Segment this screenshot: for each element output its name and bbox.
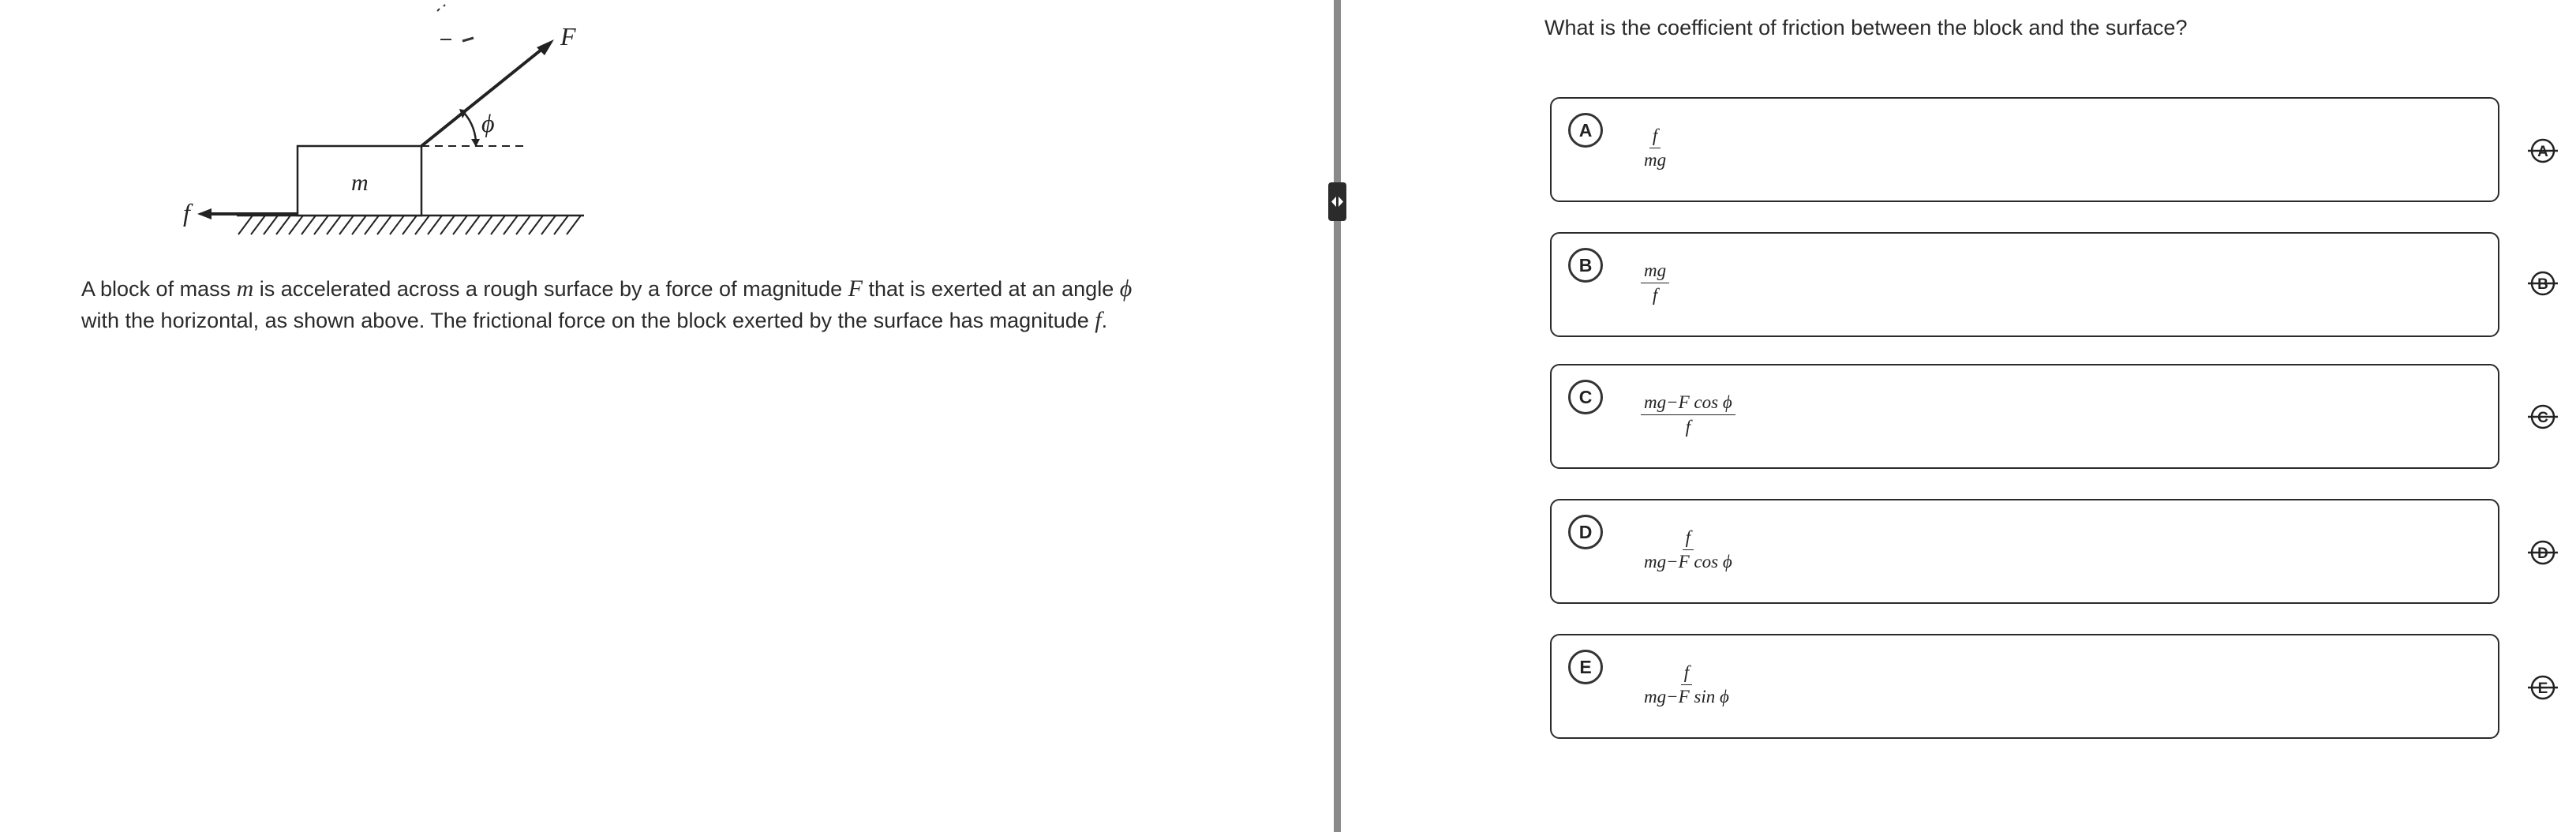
eliminate-letter: A (2537, 144, 2548, 160)
fraction-numerator: mg−F cos ϕ (1641, 392, 1735, 415)
answer-choice-e[interactable] (1550, 634, 2499, 739)
fraction-denominator: mg (1644, 150, 1667, 170)
fraction-numerator: f (1681, 662, 1692, 685)
choice-fraction (1641, 126, 1669, 171)
eliminate-choice-c-button[interactable] (2527, 401, 2559, 433)
stimulus-text-segment: . (1101, 309, 1108, 332)
stray-mark (462, 38, 474, 41)
stray-mark (437, 5, 445, 11)
fraction-numerator: mg (1641, 260, 1669, 283)
choice-letter-badge: B (1568, 248, 1603, 283)
choice-fraction (1641, 260, 1669, 305)
eliminate-letter: D (2537, 545, 2548, 562)
eliminate-choice-b-button[interactable] (2527, 268, 2559, 299)
choice-letter-badge: C (1568, 380, 1603, 414)
friction-arrowhead (197, 208, 212, 219)
angle-variable: ϕ (1119, 275, 1133, 302)
eliminate-letter: C (2537, 410, 2548, 426)
question-text: What is the coefficient of friction between the block and the surface? (1544, 16, 2188, 39)
fraction-denominator: f (1652, 285, 1658, 305)
pane-divider[interactable] (1334, 0, 1341, 832)
block-diagram (158, 0, 600, 253)
angle-label: ϕ (481, 109, 495, 137)
choice-letter-badge: E (1568, 650, 1603, 684)
mass-variable: m (236, 275, 254, 302)
answer-choice-c[interactable] (1550, 364, 2499, 469)
friction-variable: f (1095, 307, 1102, 333)
ground-hatching (238, 215, 581, 234)
choice-fraction (1641, 662, 1732, 707)
stimulus-text-segment: that is exerted at an angle (863, 277, 1120, 301)
eliminate-choice-d-button[interactable] (2527, 537, 2559, 568)
fraction-numerator: f (1683, 527, 1694, 550)
stimulus-text-segment: is accelerated across a rough surface by a force of magnitude (253, 277, 848, 301)
answer-choice-a[interactable] (1550, 97, 2499, 202)
eliminate-choice-e-button[interactable] (2527, 672, 2559, 703)
fraction-denominator: mg−F sin ϕ (1644, 687, 1729, 706)
eliminate-choice-a-button[interactable] (2527, 135, 2559, 167)
stimulus-text-segment: with the horizontal, as shown above. The frictional force on the block exerted by the surface has magnitude (81, 309, 1095, 332)
answer-choice-d[interactable] (1550, 499, 2499, 604)
force-variable: F (848, 275, 863, 302)
fraction-denominator: mg−F cos ϕ (1644, 552, 1732, 572)
eliminate-letter: B (2537, 276, 2548, 293)
eliminate-letter: E (2537, 680, 2548, 697)
answer-choice-b[interactable] (1550, 232, 2499, 337)
choice-letter-badge: D (1568, 515, 1603, 549)
choice-fraction (1641, 527, 1735, 572)
mass-label: m (351, 170, 369, 196)
friction-label: f (183, 198, 190, 227)
stimulus-text-segment: A block of mass (81, 277, 237, 301)
fraction-denominator: f (1685, 417, 1691, 437)
fraction-numerator: f (1649, 126, 1661, 148)
choice-fraction (1641, 392, 1735, 437)
question-pane (1341, 0, 2576, 832)
stimulus-text (81, 273, 1139, 336)
choice-letter-badge: A (1568, 113, 1603, 148)
force-label: F (560, 22, 576, 51)
